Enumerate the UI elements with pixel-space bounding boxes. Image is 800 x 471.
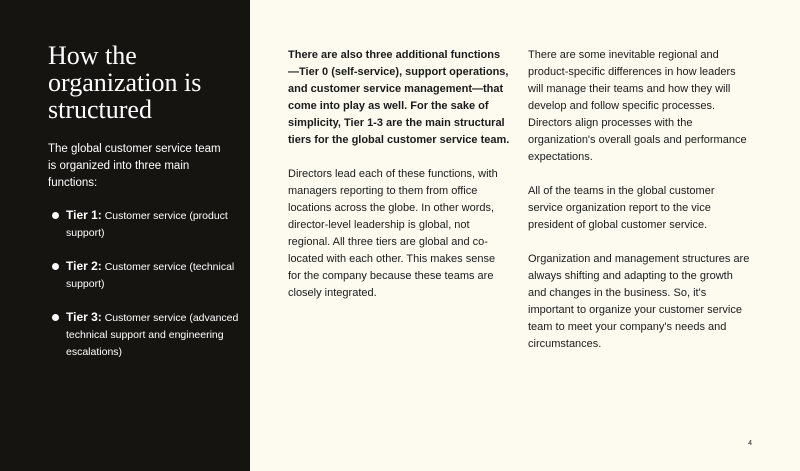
page-number: 4 bbox=[748, 440, 752, 447]
tier-name: Tier 2: bbox=[66, 259, 102, 273]
list-item bbox=[52, 207, 242, 242]
text-column-2 bbox=[528, 47, 750, 370]
text-column-1 bbox=[288, 47, 510, 319]
bold-paragraph: There are also three additional functions—Tier 0 (self-service), support operations, and customer service management—that come into play as well. For the sake of simplicity, Tier 1-3 are the main structural tiers for the global customer service team. bbox=[288, 49, 510, 146]
tier-description: Customer service (product support) bbox=[66, 210, 228, 239]
tier-name: Tier 1: bbox=[66, 208, 102, 222]
tier-name: Tier 3: bbox=[66, 310, 102, 324]
sidebar-panel bbox=[0, 0, 250, 471]
intro-text: The global customer service team is organized into three main functions: bbox=[48, 143, 221, 189]
bullet-icon bbox=[52, 263, 59, 270]
page-title: How the organization is structured bbox=[48, 41, 202, 124]
tier-list bbox=[52, 207, 242, 377]
bullet-icon bbox=[52, 314, 59, 321]
bullet-icon bbox=[52, 212, 59, 219]
list-item bbox=[52, 309, 242, 361]
tier-description: Customer service (technical support) bbox=[66, 261, 235, 290]
paragraph: Directors lead each of these functions, with managers reporting to them from office locations across the globe. In other words, director-level leadership is global, not regional. All three tiers are global and co-located with each other. This makes sense for the company because these teams are closely integrated. bbox=[288, 168, 498, 299]
paragraph: There are some inevitable regional and product-specific differences in how leaders will manage their teams and how they will develop and follow specific processes. Directors align processes with the organization's overall goals and performance expectations. bbox=[528, 49, 747, 163]
list-item bbox=[52, 258, 242, 293]
paragraph: All of the teams in the global customer service organization report to the vice president of global customer service. bbox=[528, 185, 715, 231]
paragraph: Organization and management structures are always shifting and adapting to the growth and changes in the business. So, it's important to organize your customer service team to meet your company's needs and circumstances. bbox=[528, 253, 750, 350]
tier-description: Customer service (advanced technical support and engineering escalations) bbox=[66, 312, 239, 358]
